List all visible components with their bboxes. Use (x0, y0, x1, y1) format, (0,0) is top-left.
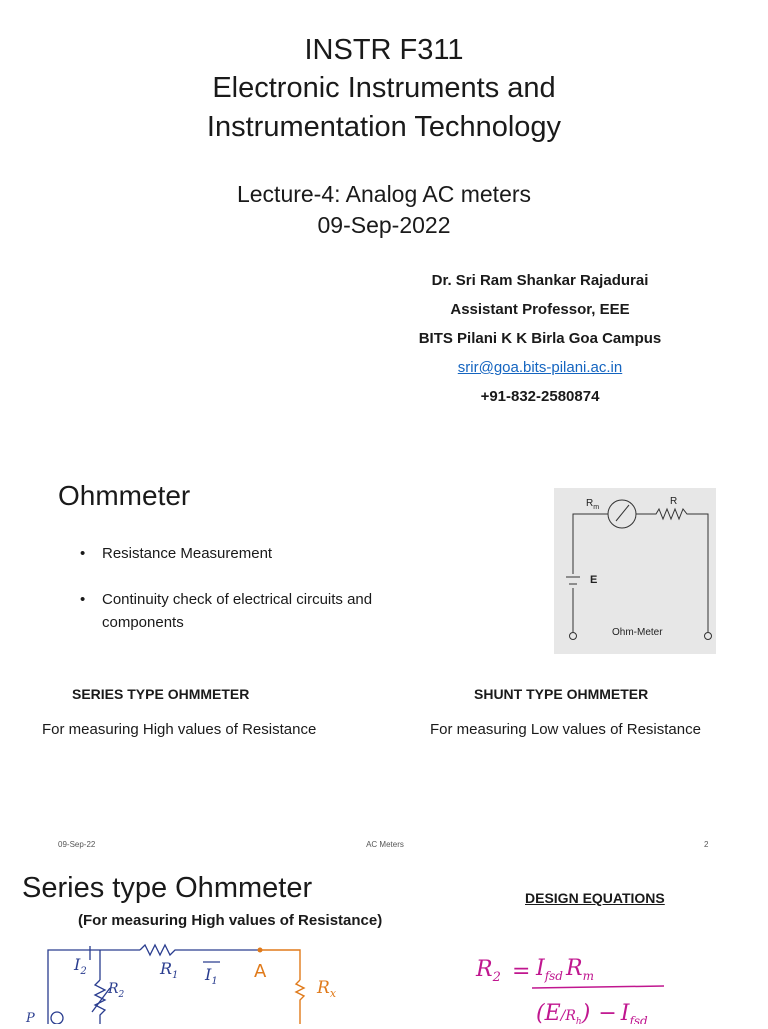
eq-fraction-bar (532, 986, 664, 988)
bullet-text: Resistance Measurement (102, 545, 273, 562)
bullet-list (80, 542, 410, 657)
bullet-dot: • (80, 545, 86, 562)
ohmmeter-slide (0, 450, 768, 860)
lecture-date: 09-Sep-2022 (317, 212, 451, 238)
shunt-type-label: SHUNT TYPE OHMMETER (474, 686, 649, 702)
node-a-dot (258, 948, 263, 953)
title-slide (0, 0, 768, 450)
eq-denominator: $(E/Rh) - I_{fsd}$ (536, 1001, 648, 1024)
slide-subtitle: (For measuring High values of Resistance) (78, 912, 383, 929)
footer-date: 09-Sep-22 (58, 840, 96, 849)
label-rx: $R_x$ (317, 978, 337, 1000)
author-role: Assistant Professor, EEE (450, 301, 630, 318)
meter-sketch-icon (51, 1012, 63, 1024)
course-code: INSTR F311 (304, 34, 464, 66)
terminal-right (705, 633, 712, 640)
resistor-r1-wire (140, 945, 260, 955)
design-equation-handwritten (468, 920, 708, 1024)
wire-left (48, 950, 140, 1024)
resistor-rx (296, 980, 304, 1024)
slide-title: Series type Ohmmeter (22, 872, 313, 904)
footer-page-number: 2 (704, 840, 709, 849)
label-e: E (590, 574, 598, 586)
label-rm: $R_m$ (586, 498, 600, 511)
label-left: P (26, 1011, 35, 1024)
eq-numerator: $I_{fsd}$ $R_m$ (536, 956, 594, 983)
wire-left-upper (573, 514, 608, 574)
label-i2: $I_2$ (74, 955, 87, 977)
label-node-a: A (254, 961, 267, 982)
footer-topic: AC Meters (366, 840, 404, 849)
meter-needle (616, 505, 629, 521)
design-equations-heading: DESIGN EQUATIONS (525, 890, 665, 906)
author-phone: +91-832-2580874 (480, 388, 600, 405)
bullet-text: Continuity check of electrical circuits and components (102, 591, 373, 631)
bullet-item (80, 588, 410, 634)
design-equation (468, 920, 708, 1024)
author-org: BITS Pilani K K Birla Goa Campus (418, 330, 662, 347)
series-ohmmeter-slide (0, 860, 768, 1024)
series-type-description: For measuring High values of Resistance (42, 721, 317, 738)
course-title-line1: Electronic Instruments and (212, 72, 556, 104)
label-r1: $R_1$ (160, 959, 179, 981)
ohm-meter-circuit-diagram (554, 488, 716, 654)
ohm-meter-circuit-figure (554, 488, 716, 654)
resistor-wire-right (636, 509, 708, 632)
slide-title: Ohmmeter (58, 480, 191, 511)
eq-equals: = (512, 959, 531, 984)
author-email-row (390, 353, 690, 382)
terminal-left (570, 633, 577, 640)
series-type-label: SERIES TYPE OHMMETER (72, 686, 250, 702)
circuit-caption: Ohm-Meter (612, 627, 663, 638)
label-r2: $R_2$ (108, 981, 125, 1000)
series-ohmmeter-circuit-sketch (0, 930, 340, 1024)
label-i1: $I_1$ (205, 965, 218, 987)
eq-lhs: $R_2$ (476, 957, 501, 985)
bullet-item (80, 542, 410, 565)
author-email-link[interactable]: srir@goa.bits-pilani.ac.in (457, 359, 623, 376)
shunt-type-description: For measuring Low values of Resistance (430, 721, 701, 738)
author-name: Dr. Sri Ram Shankar Rajadurai (431, 272, 649, 289)
lecture-title: Lecture-4: Analog AC meters (236, 181, 532, 207)
course-title-line2: Instrumentation Technology (206, 111, 562, 143)
label-r: R (670, 496, 678, 507)
series-ohmmeter-circuit (0, 930, 340, 1024)
bullet-dot: • (80, 591, 86, 608)
